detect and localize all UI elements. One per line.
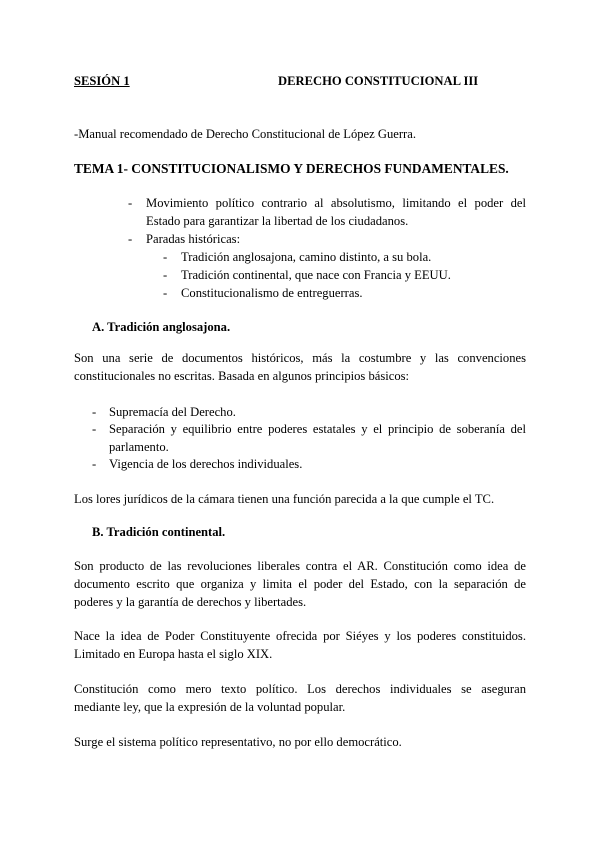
section-b-p3-line-2: mediante ley, que la expresión de la voluntad popular.: [74, 700, 346, 714]
section-b-paragraph-1: [74, 557, 526, 611]
session-label: SESIÓN 1: [74, 74, 130, 88]
section-a-item-3-text: Vigencia de los derechos individuales.: [109, 457, 303, 471]
page-header: [74, 72, 526, 90]
section-a-item-2-line-1: Separación y equilibrio entre poderes estatales y el principio de soberanía del: [109, 422, 526, 436]
section-b-heading: B. Tradición continental.: [92, 525, 226, 539]
bullet-dash: -: [163, 286, 168, 300]
section-b-paragraph-4: Surge el sistema político representativo, no por ello democrático.: [74, 735, 402, 749]
intro-sub-item-2-text: Tradición continental, que nace con Francia y EEUU.: [181, 268, 451, 282]
intro-item-1-line-2: Estado para garantizar la libertad de los ciudadanos.: [146, 214, 409, 228]
section-b-p1-line-2: documento escrito que organiza y limita el poder del Estado, con la separación de: [74, 577, 526, 591]
bullet-dash: -: [92, 422, 97, 436]
section-b-paragraph-2: [74, 627, 526, 663]
bullet-dash: -: [128, 232, 133, 246]
tema-heading: TEMA 1- CONSTITUCIONALISMO Y DERECHOS FUNDAMENTALES.: [74, 161, 509, 176]
section-a-paragraph-1: [74, 349, 526, 385]
bullet-dash: -: [163, 268, 168, 282]
section-a-item-1-text: Supremacía del Derecho.: [109, 405, 236, 419]
section-a-item-2-line-2: parlamento.: [109, 440, 169, 454]
section-a-p1-line-1: Son una serie de documentos históricos, más la costumbre y las convenciones: [74, 351, 526, 365]
intro-sub-item-1-text: Tradición anglosajona, camino distinto, a su bola.: [181, 250, 432, 264]
section-a-paragraph-2: Los lores jurídicos de la cámara tienen una función parecida a la que cumple el TC.: [74, 492, 495, 506]
bullet-dash: -: [163, 250, 168, 264]
intro-item-2-text: Paradas históricas:: [146, 232, 241, 246]
intro-sub-item-3-text: Constitucionalismo de entreguerras.: [181, 286, 363, 300]
intro-item-1-line-1: Movimiento político contrario al absolutismo, limitando el poder del: [146, 196, 526, 210]
section-b-p2-line-1: Nace la idea de Poder Constituyente ofrecida por Siéyes y los poderes constituidos.: [74, 629, 526, 643]
section-b-p1-line-1: Son producto de las revoluciones liberales contra el AR. Constitución como idea de: [74, 559, 526, 573]
section-a-p1-line-2: constitucionales no escritas. Basada en algunos principios básicos:: [74, 369, 410, 383]
section-b-paragraph-3: [74, 680, 526, 716]
section-b-p2-line-2: Limitado en Europa hasta el siglo XIX.: [74, 647, 273, 661]
bullet-dash: -: [92, 405, 97, 419]
section-a-heading: A. Tradición anglosajona.: [92, 320, 231, 334]
bullet-dash: -: [128, 196, 133, 210]
section-b-p1-line-3: poderes y la garantía de derechos y libertades.: [74, 595, 307, 609]
manual-line: -Manual recomendado de Derecho Constitucional de López Guerra.: [74, 127, 416, 141]
course-title: DERECHO CONSTITUCIONAL III: [278, 74, 479, 88]
section-b-p3-line-1: Constitución como mero texto político. Los derechos individuales se aseguran: [74, 682, 526, 696]
bullet-dash: -: [92, 457, 97, 471]
